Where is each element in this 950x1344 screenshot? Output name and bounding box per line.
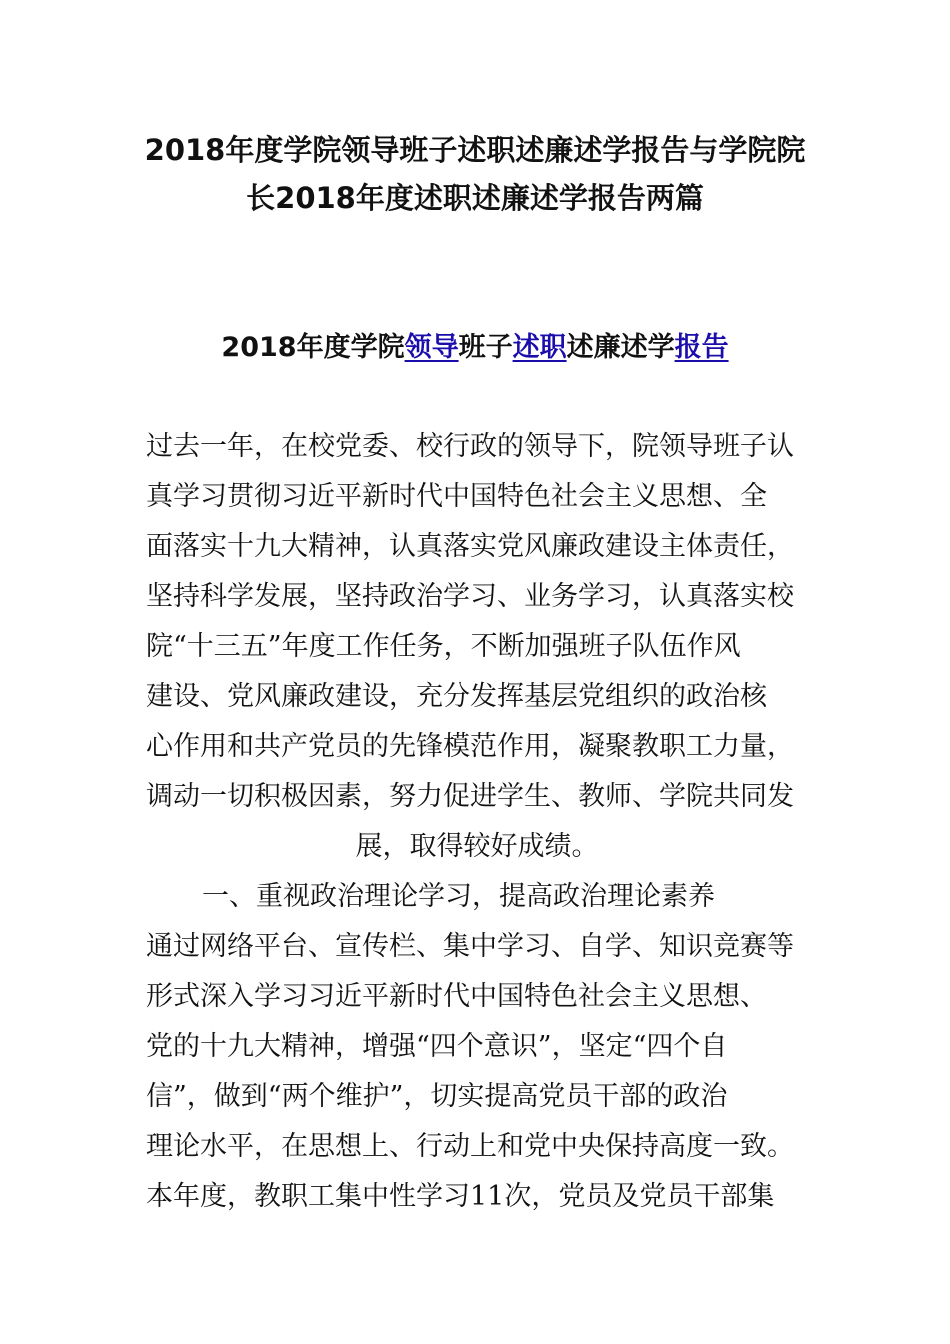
- paragraph-line: 通过网络平台、宣传栏、集中学习、自学、知识竞赛等: [146, 931, 794, 962]
- section-title-text: 班子: [458, 332, 513, 363]
- document-title: [0, 126, 950, 222]
- link-report[interactable]: 报告: [674, 332, 729, 363]
- document-title-line-1: 2018年度学院领导班子述职述廉述学报告与学院院: [144, 133, 806, 167]
- paragraph-line: 建设、党风廉政建设，充分发挥基层党组织的政治核: [146, 681, 767, 712]
- paragraph-line: 面落实十九大精神，认真落实党风廉政建设主体责任，: [146, 531, 794, 562]
- paragraph-line: 信”，做到“两个维护”，切实提高党员干部的政治: [146, 1081, 728, 1112]
- paragraph-line: 展，取得较好成绩。: [355, 831, 599, 862]
- paragraph-line: 心作用和共产党员的先锋模范作用，凝聚教职工力量，: [146, 731, 794, 762]
- paragraph-line: 调动一切积极因素，努力促进学生、教师、学院共同发: [146, 781, 794, 812]
- paragraph-line: 真学习贯彻习近平新时代中国特色社会主义思想、全: [146, 481, 767, 512]
- intro-paragraph: [146, 422, 808, 872]
- document-title-line-2: 长2018年度述职述廉述学报告两篇: [246, 181, 704, 215]
- section-title-text: 2018年度学院: [221, 332, 405, 363]
- paragraph-line: 理论水平，在思想上、行动上和党中央保持高度一致。: [146, 1131, 794, 1162]
- paragraph-line: 形式深入学习习近平新时代中国特色社会主义思想、: [146, 981, 767, 1012]
- paragraph-line: 过去一年，在校党委、校行政的领导下，院领导班子认: [146, 431, 794, 462]
- section-1-paragraph: [146, 872, 808, 1222]
- paragraph-line: 坚持科学发展，坚持政治学习、业务学习，认真落实校: [146, 581, 794, 612]
- paragraph-line: 党的十九大精神，增强“四个意识”，坚定“四个自: [146, 1031, 728, 1062]
- section-title-text: 述廉述学: [566, 332, 675, 363]
- section-heading-1: 一、重视政治理论学习，提高政治理论素养: [202, 881, 715, 912]
- paragraph-line: 本年度，教职工集中性学习11次，党员及党员干部集: [146, 1181, 775, 1212]
- link-leadership[interactable]: 领导: [404, 332, 459, 363]
- link-report-duty[interactable]: 述职: [512, 332, 567, 363]
- section-title: [0, 328, 950, 368]
- paragraph-line: 院“十三五”年度工作任务，不断加强班子队伍作风: [146, 631, 741, 662]
